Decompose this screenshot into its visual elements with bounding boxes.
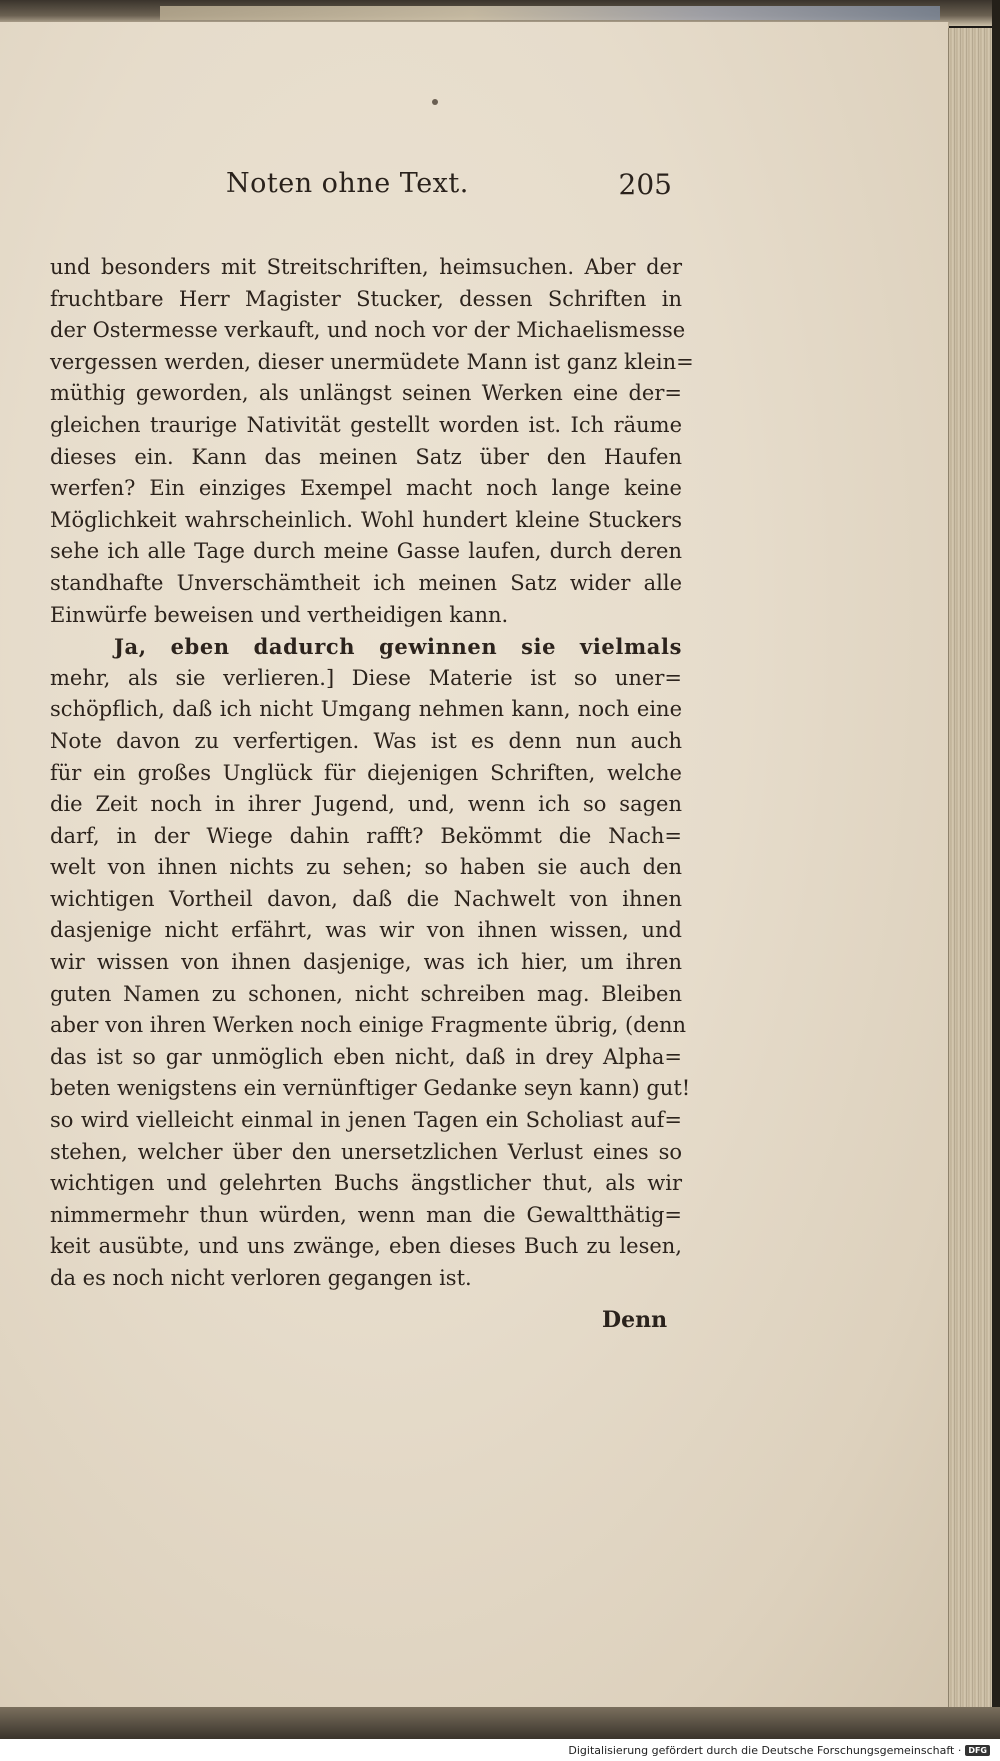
dfg-logo: DFG xyxy=(965,1745,990,1756)
running-head: Noten ohne Text. xyxy=(226,168,469,199)
text-line: stehen, welcher über den unersetzlichen Verlust eines so xyxy=(50,1139,682,1164)
text-line: gleichen traurige Nativität gestellt worden ist. Ich räume xyxy=(50,412,682,437)
text-line: beten wenigstens ein vernünftiger Gedanke seyn kann) gut! xyxy=(50,1076,691,1101)
text-line: für ein großes Unglück für diejenigen Schriften, welche xyxy=(50,760,682,785)
text-line: dasjenige nicht erfährt, was wir von ihnen wissen, und xyxy=(50,918,682,943)
text-line: der Ostermesse verkauft, und noch vor der Michaelismesse xyxy=(50,318,686,343)
page-number: 205 xyxy=(618,168,672,201)
text-line: aber von ihren Werken noch einige Fragmente übrig, (denn xyxy=(50,1013,687,1038)
page-header xyxy=(196,168,672,212)
text-line: standhafte Unverschämtheit ich meinen Satz wider alle xyxy=(50,570,682,595)
text-line: vergessen werden, dieser unermüdete Mann ist ganz klein= xyxy=(50,349,694,374)
text-line: guten Namen zu schonen, nicht schreiben mag. Bleiben xyxy=(50,981,682,1006)
text-line: schöpflich, daß ich nicht Umgang nehmen kann, noch eine xyxy=(50,697,682,722)
text-line: mehr, als sie verlieren.] Diese Materie ist so uner= xyxy=(50,665,682,690)
text-line: sehe ich alle Tage durch meine Gasse laufen, durch deren xyxy=(50,539,682,564)
text-line: die Zeit noch in ihrer Jugend, und, wenn ich so sagen xyxy=(50,792,682,817)
book-cover-edge xyxy=(160,6,940,20)
book-bottom-edge xyxy=(0,1707,1000,1739)
text-line: fruchtbare Herr Magister Stucker, dessen Schriften in xyxy=(50,286,682,311)
catchword: Denn xyxy=(602,1307,668,1333)
text-line: wichtigen Vortheil davon, daß die Nachwelt von ihnen xyxy=(50,886,682,911)
text-line: nimmermehr thun würden, wenn man die Gewaltthätig= xyxy=(50,1202,682,1227)
body-text xyxy=(50,252,694,1295)
text-line: dieses ein. Kann das meinen Satz über den Haufen xyxy=(50,444,682,469)
text-line: keit ausübte, und uns zwänge, eben dieses Buch zu lesen, xyxy=(50,1234,682,1259)
note-heading-line: Ja, eben dadurch gewinnen sie vielmals xyxy=(114,634,682,660)
page-stack-edges xyxy=(948,28,995,1708)
text-line: welt von ihnen nichts zu sehen; so haben sie auch den xyxy=(50,855,682,880)
text-line: müthig geworden, als unlängst seinen Werken eine der= xyxy=(50,381,682,406)
text-line: und besonders mit Streitschriften, heimsuchen. Aber der xyxy=(50,255,682,279)
text-line: werfen? Ein einziges Exempel macht noch lange keine xyxy=(50,476,682,501)
footer-credit: Digitalisierung gefördert durch die Deutsche Forschungsgemeinschaft · xyxy=(568,1743,962,1757)
text-line: Einwürfe beweisen und vertheidigen kann. xyxy=(50,602,509,627)
text-line: da es noch nicht verloren gegangen ist. xyxy=(50,1266,472,1290)
text-line: wichtigen und gelehrten Buchs ängstlicher thut, als wir xyxy=(50,1171,682,1196)
text-line: das ist so gar unmöglich eben nicht, daß in drey Alpha= xyxy=(50,1044,682,1069)
text-line: wir wissen von ihnen dasjenige, was ich hier, um ihren xyxy=(50,950,682,975)
book-binding xyxy=(992,0,1000,1761)
text-line: Note davon zu verfertigen. Was ist es denn nun auch xyxy=(50,728,682,753)
ink-dot-mark xyxy=(432,99,438,105)
text-line: so wird vielleicht einmal in jenen Tagen ein Scholiast auf= xyxy=(50,1108,682,1133)
text-line: Möglichkeit wahrscheinlich. Wohl hundert kleine Stuckers xyxy=(50,507,682,532)
digitization-footer xyxy=(0,1739,1000,1761)
text-line: darf, in der Wiege dahin rafft? Bekömmt die Nach= xyxy=(50,823,682,848)
